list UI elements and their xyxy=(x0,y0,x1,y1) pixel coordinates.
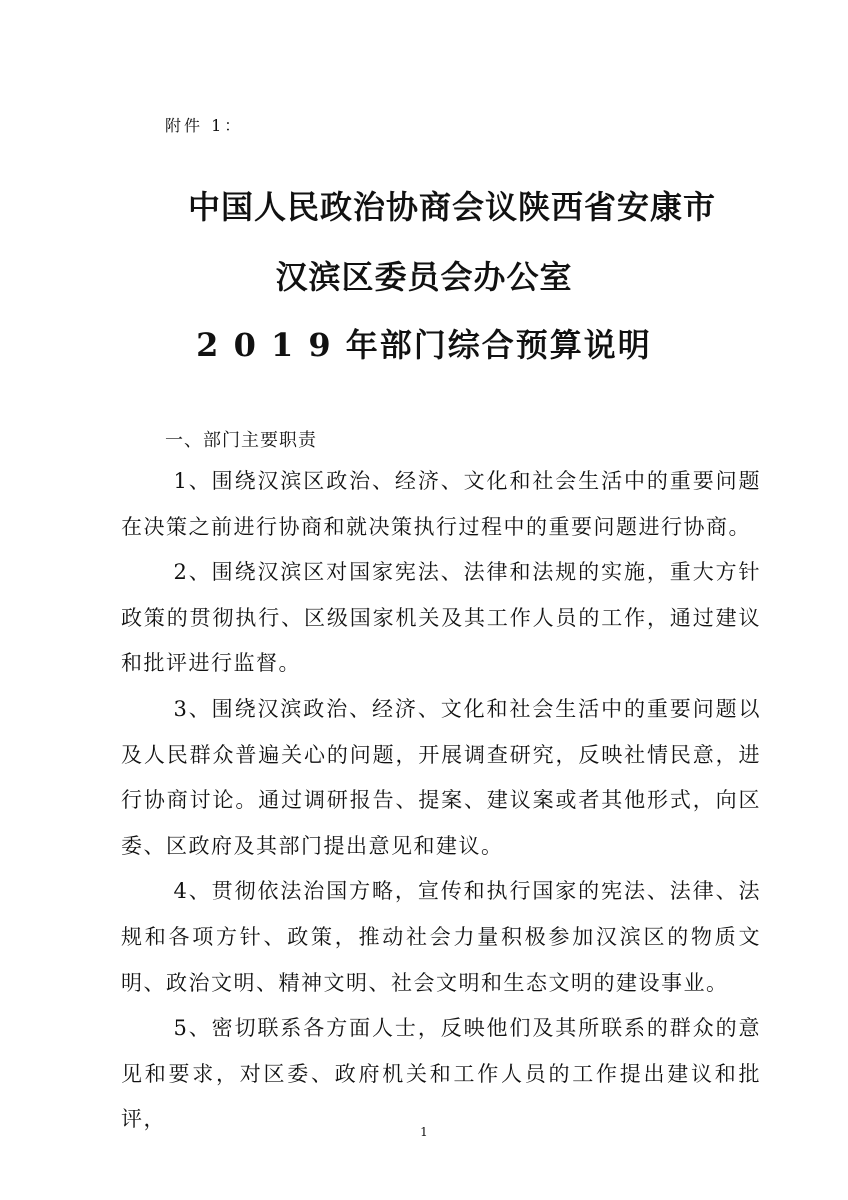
duty-paragraph-3: 3、围绕汉滨政治、经济、文化和社会生活中的重要问题以及人民群众普遍关心的问题，开展调查研究，反映社情民意，进行协商讨论。通过调研报告、提案、建议案或者其他形式，向区委、区政府及其部门提出意见和建议。 xyxy=(121,696,761,858)
duty-paragraph-2: 2、围绕汉滨区对国家宪法、法律和法规的实施，重大方针政策的贯彻执行、区级国家机关及其工作人员的工作，通过建议和批评进行监督。 xyxy=(121,560,761,676)
attachment-label: 附件 1： xyxy=(165,116,244,135)
document-title-line-1: 中国人民政治协商会议陕西省安康市 xyxy=(187,188,716,226)
duty-paragraph-4: 4、贯彻依法治国方略，宣传和执行国家的宪法、法律、法规和各项方针、政策，推动社会力量积极参加汉滨区的物质文明、政治文明、精神文明、社会文明和生态文明的建设事业。 xyxy=(121,879,761,995)
document-title-line-3: 2 0 1 9 年部门综合预算说明 xyxy=(196,326,652,364)
document-title-line-2: 汉滨区委员会办公室 xyxy=(275,258,573,296)
page-number: 1 xyxy=(420,1125,428,1139)
duty-paragraph-1: 1、围绕汉滨区政治、经济、文化和社会生活中的重要问题在决策之前进行协商和就决策执行过程中的重要问题进行协商。 xyxy=(121,469,761,539)
duty-paragraph-5: 5、密切联系各方面人士，反映他们及其所联系的群众的意见和要求，对区委、政府机关和工作人员的工作提出建议和批评， xyxy=(121,1016,761,1132)
section-heading: 一、部门主要职责 xyxy=(165,430,317,451)
document-body xyxy=(121,459,761,1143)
